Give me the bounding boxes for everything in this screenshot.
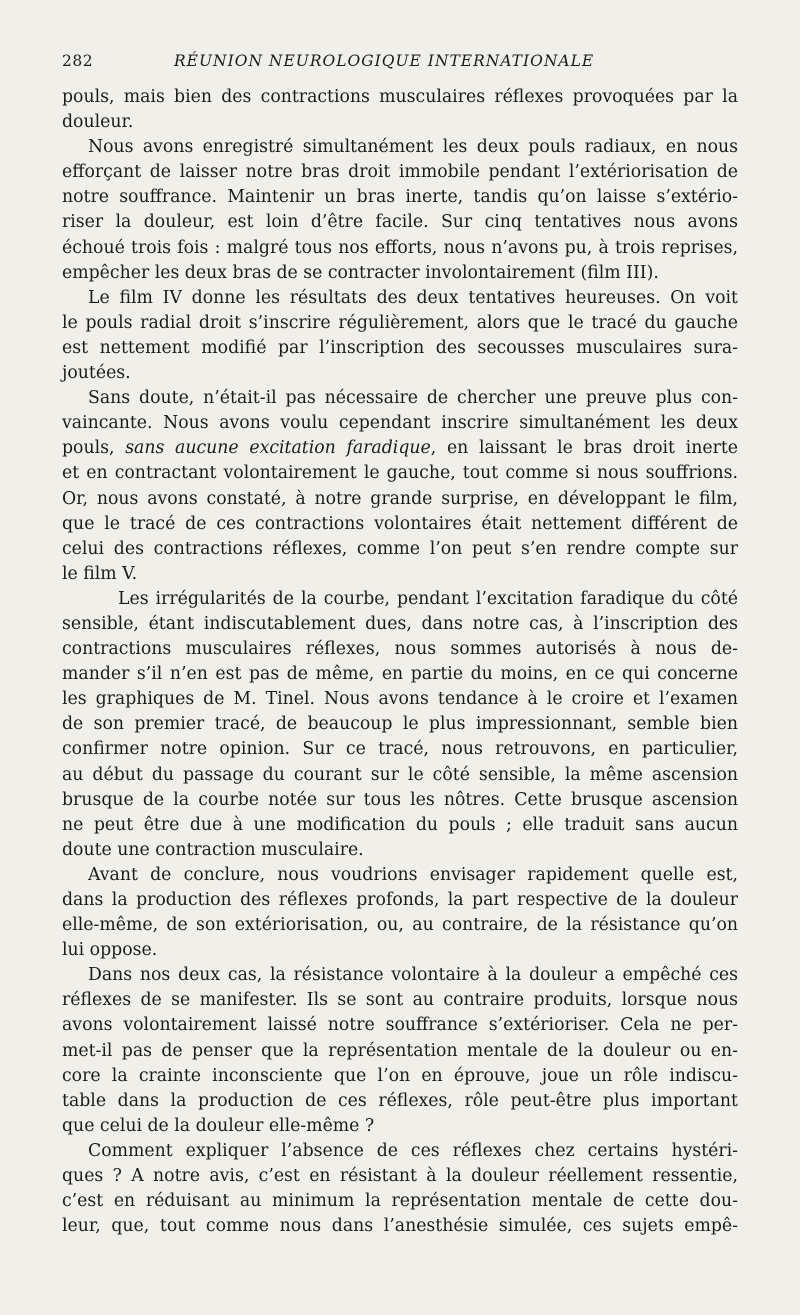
text-line: dans la production des réflexes profonds, la part respective de la douleur [62,890,738,910]
text-line: sensible, étant indiscutablement dues, dans notre cas, à l’inscription des [62,613,738,634]
text-line: riser la douleur, est loin d’être facile. Sur cinq tentatives nous avons [62,212,738,233]
text-line: Les irrégularités de la courbe, pendant l’excitation faradique du côté [118,588,738,609]
text-line: lui oppose. [62,940,158,961]
text-line: c’est en réduisant au minimum la représentation mentale de cette dou- [62,1191,738,1212]
text-line-with-italic: pouls, sans aucune excitation faradique, en laissant le bras droit inerte [62,438,739,459]
text-line: ques ? A notre avis, c’est en résistant à la douleur réellement ressentie, [62,1166,738,1187]
text-line: notre souffrance. Maintenir un bras inerte, tandis qu’on laisse s’extério- [62,187,738,208]
text-line: douleur. [62,112,134,133]
text-line: réflexes de se manifester. Ils se sont au contraire produits, lorsque nous [62,990,738,1011]
text-line: Sans doute, n’était-il pas nécessaire de chercher une preuve plus con- [88,388,738,409]
text-line: celui des contractions réflexes, comme l’on peut s’en rendre compte sur [62,538,738,559]
text-line: que le tracé de ces contractions volontaires était nettement différent de [62,513,738,534]
text-line: les graphiques de M. Tinel. Nous avons tendance à le croire et l’examen [62,689,738,710]
text-line: mander s’il n’en est pas de même, en partie du moins, en ce qui concerne [62,664,738,685]
text-line: confirmer notre opinion. Sur ce tracé, nous retrouvons, en particulier, [62,739,738,760]
text-line: Nous avons enregistré simultanément les deux pouls radiaux, en nous [88,137,738,158]
text-line: vaincante. Nous avons voulu cependant inscrire simultanément les deux [62,413,738,434]
text-line: de son premier tracé, de beaucoup le plus impressionnant, semble bien [62,714,738,735]
text-line: ne peut être due à une modification du pouls ; elle traduit sans aucun [62,814,738,835]
page-header [62,52,738,80]
text-line: empêcher les deux bras de se contracter involontairement (film III). [62,262,659,283]
text-line: Le film IV donne les résultats des deux tentatives heureuses. On voit [88,287,738,308]
text-line: échoué trois fois : malgré tous nos efforts, nous n’avons pu, à trois reprises, [62,237,738,258]
text-line: Or, nous avons constaté, à notre grande surprise, en développant le film, [62,488,738,509]
text-line: que celui de la douleur elle-même ? [62,1115,375,1136]
page-number: 282 [62,52,94,70]
text-line: leur, que, tout comme nous dans l’anesthésie simulée, ces sujets empê- [62,1216,738,1237]
text-line: Avant de conclure, nous voudrions envisager rapidement quelle est, [88,864,738,885]
text-line: le pouls radial droit s’inscrire régulièrement, alors que le tracé du gauche [62,312,738,333]
text-line: core la crainte inconsciente que l’on en éprouve, joue un rôle indiscu- [62,1065,738,1086]
text-line: elle-même, de son extériorisation, ou, au contraire, de la résistance qu’on [62,915,738,936]
text-line: joutées. [62,363,131,384]
text-line: Comment expliquer l’absence de ces réflexes chez certains hystéri- [88,1140,738,1161]
text-line: brusque de la courbe notée sur tous les nôtres. Cette brusque ascension [62,789,738,810]
running-head: RÉUNION NEUROLOGIQUE INTERNATIONALE [174,52,595,70]
text-line: met-il pas de penser que la représentation mentale de la douleur ou en- [62,1040,738,1061]
text-line: est nettement modifié par l’inscription des secousses musculaires sura- [62,337,738,358]
text-line: contractions musculaires réflexes, nous sommes autorisés à nous de- [62,639,738,660]
text-line: pouls, mais bien des contractions musculaires réflexes provoquées par la [62,87,738,107]
text-line: Dans nos deux cas, la résistance volontaire à la douleur a empêché ces [88,965,738,986]
text-line: au début du passage du courant sur le côté sensible, la même ascension [62,764,738,785]
text-line: avons volontairement laissé notre souffrance s’extérioriser. Cela ne per- [62,1015,738,1036]
text-line: le film V. [62,563,138,584]
body-text [62,85,738,1239]
text-line: et en contractant volontairement le gauche, tout comme si nous souffrions. [62,463,738,484]
text-line: table dans la production de ces réflexes, rôle peut-être plus important [62,1090,738,1111]
text-line: doute une contraction musculaire. [62,839,364,860]
text-line: efforçant de laisser notre bras droit immobile pendant l’extériorisation de [62,162,738,183]
italic-phrase: sans aucune excitation faradique [125,438,431,459]
